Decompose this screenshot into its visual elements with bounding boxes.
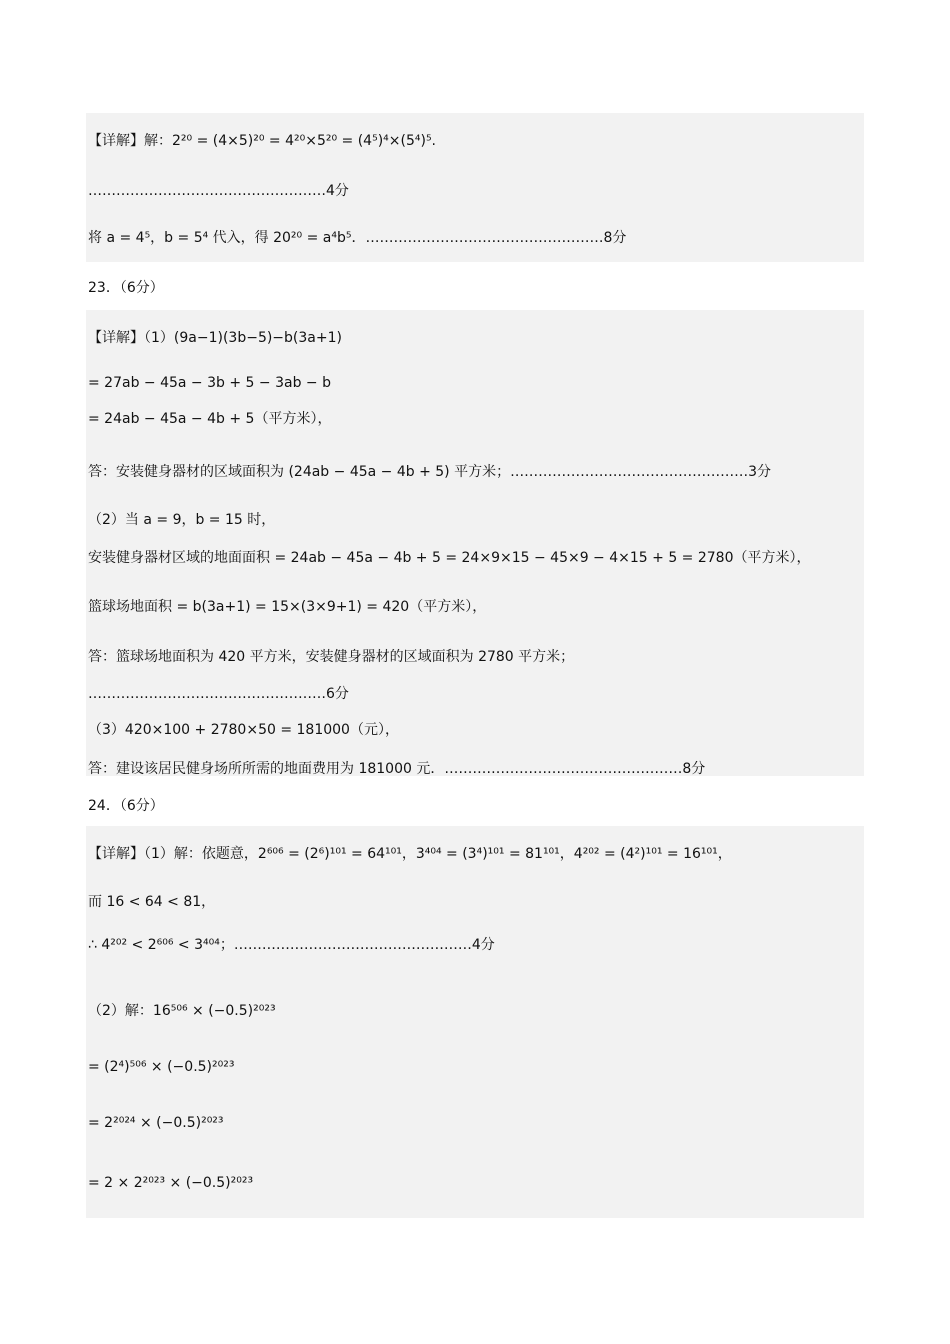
- q24-line-2: 而 16 < 64 < 81，: [88, 894, 216, 910]
- q22-line-2: ……………………………………………4分: [88, 183, 349, 199]
- q23-line-11: 答：建设该居民健身场所所需的地面费用为 181000 元．……………………………………………8分: [88, 761, 706, 777]
- q23-line-8: 答：篮球场地面积为 420 平方米，安装健身器材的区域面积为 2780 平方米；: [88, 649, 575, 665]
- q22-line-3: 将 a = 4⁵，b = 5⁴ 代入，得 20²⁰ = a⁴b⁵．……………………………………………8分: [88, 230, 627, 246]
- q24-line-7: = 2 × 2²⁰²³ × (−0.5)²⁰²³: [88, 1175, 254, 1191]
- q23-line-9: ……………………………………………6分: [88, 686, 349, 702]
- q24-line-6: = 2²⁰²⁴ × (−0.5)²⁰²³: [88, 1115, 224, 1131]
- answer-block-24: [86, 826, 864, 1218]
- q24-line-1: 【详解】（1）解：依题意，2⁶⁰⁶ = (2⁶)¹⁰¹ = 64¹⁰¹，3⁴⁰⁴ = (3⁴)¹⁰¹ = 81¹⁰¹，4²⁰² = (4²)¹⁰¹ = 16¹⁰¹，: [88, 846, 732, 862]
- q23-line-1: 【详解】（1）(9a−1)(3b−5)−b(3a+1): [88, 330, 342, 346]
- q24-header: 24．（6分）: [88, 798, 164, 814]
- q23-header: 23．（6分）: [88, 280, 164, 296]
- q24-line-3: ∴ 4²⁰² < 2⁶⁰⁶ < 3⁴⁰⁴；……………………………………………4分: [88, 937, 495, 953]
- q23-line-3: = 24ab − 45a − 4b + 5（平方米），: [88, 411, 332, 427]
- q24-line-4: （2）解：16⁵⁰⁶ × (−0.5)²⁰²³: [88, 1003, 276, 1019]
- q23-line-4: 答：安装健身器材的区域面积为 (24ab − 45a − 4b + 5) 平方米；……………………………………………3分: [88, 464, 771, 480]
- q24-line-5: = (2⁴)⁵⁰⁶ × (−0.5)²⁰²³: [88, 1059, 235, 1075]
- q23-line-10: （3）420×100 + 2780×50 = 181000（元），: [88, 722, 399, 738]
- q23-line-2: = 27ab − 45a − 3b + 5 − 3ab − b: [88, 375, 331, 391]
- q23-line-7: 篮球场地面积 = b(3a+1) = 15×(3×9+1) = 420（平方米），: [88, 599, 487, 615]
- q23-line-5: （2）当 a = 9，b = 15 时，: [88, 512, 276, 528]
- q22-line-1: 【详解】解：2²⁰ = (4×5)²⁰ = 4²⁰×5²⁰ = (4⁵)⁴×(5⁴)⁵.: [88, 133, 437, 149]
- q23-line-6: 安装健身器材区域的地面面积 = 24ab − 45a − 4b + 5 = 24×9×15 − 45×9 − 4×15 + 5 = 2780（平方米），: [88, 550, 811, 566]
